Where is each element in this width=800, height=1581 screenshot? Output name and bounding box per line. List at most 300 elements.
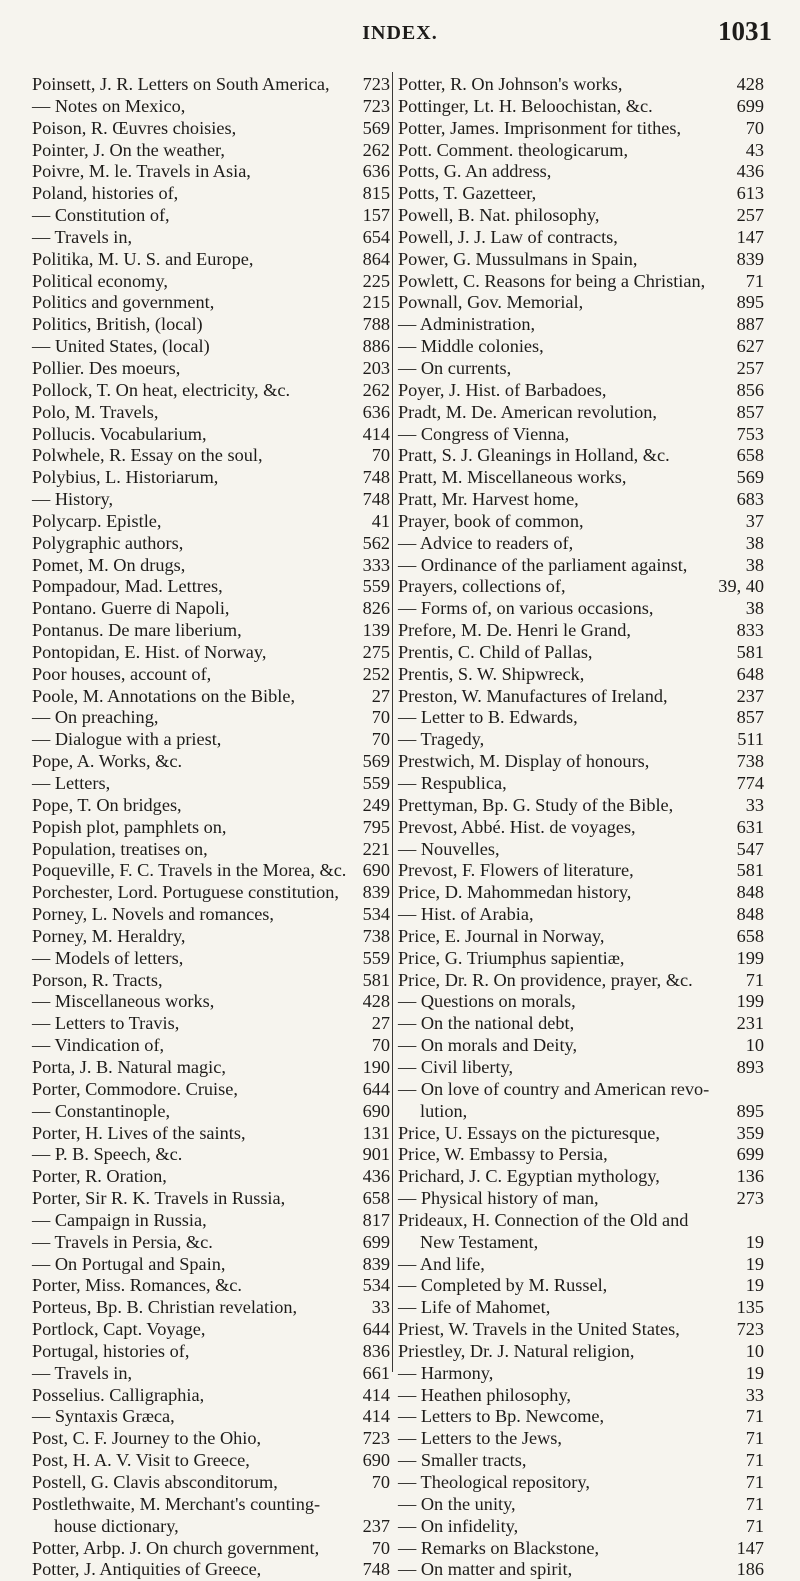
entry-text: Prefore, M. De. Henri le Grand, — [398, 620, 632, 641]
entry-page-ref: 71 — [745, 1406, 764, 1427]
entry-text: — On preaching, — [32, 707, 159, 728]
entry-text: Pradt, M. De. American revolution, — [398, 401, 657, 422]
index-entry — [398, 1472, 764, 1494]
entry-page-ref: 559 — [362, 576, 390, 597]
entry-text: Porter, Sir R. K. Travels in Russia, — [32, 1188, 286, 1209]
entry-text: — Ordinance of the parliament against, — [398, 554, 688, 575]
entry-page-ref: 723 — [736, 1319, 764, 1340]
index-entry — [32, 642, 390, 664]
entry-page-ref: 70 — [745, 117, 764, 138]
entry-text: — Constantinople, — [32, 1100, 171, 1121]
index-entry — [398, 642, 764, 664]
running-head-title: INDEX. — [362, 22, 438, 44]
entry-page-ref: 71 — [745, 1515, 764, 1536]
entry-page-ref: 836 — [362, 1340, 390, 1361]
entry-page-ref: 19 — [745, 1362, 764, 1383]
entry-text: Potter, J. Antiquities of Greece, — [32, 1559, 262, 1580]
entry-text: Posselius. Calligraphia, — [32, 1384, 205, 1405]
entry-text: Pontanus. De mare liberium, — [32, 620, 242, 641]
index-entry — [398, 1254, 764, 1276]
entry-text: Pontano. Guerre di Napoli, — [32, 598, 230, 619]
index-entry — [398, 1210, 764, 1232]
entry-page-ref: 569 — [362, 117, 390, 138]
entry-page-ref: 38 — [745, 532, 764, 553]
entry-text: Prayers, collections of, — [398, 576, 566, 597]
entry-page-ref: 658 — [362, 1188, 390, 1209]
entry-page-ref: 199 — [736, 947, 764, 968]
entry-text: Price, E. Journal in Norway, — [398, 925, 605, 946]
index-entry — [32, 380, 390, 402]
entry-page-ref: 658 — [736, 445, 764, 466]
index-entry — [32, 1188, 390, 1210]
entry-text: Priest, W. Travels in the United States, — [398, 1319, 680, 1340]
index-entry — [32, 489, 390, 511]
entry-page-ref: 893 — [736, 1056, 764, 1077]
index-entry — [398, 620, 764, 642]
entry-page-ref: 27 — [371, 685, 390, 706]
entry-text: — Life of Mahomet, — [398, 1297, 551, 1318]
index-entry — [32, 1363, 390, 1385]
entry-text: Poland, histories of, — [32, 183, 179, 204]
index-entry — [32, 991, 390, 1013]
index-entry — [32, 860, 390, 882]
index-entry — [398, 511, 764, 533]
entry-page-ref: 723 — [362, 1428, 390, 1449]
index-entry — [32, 751, 390, 773]
index-entry — [32, 555, 390, 577]
entry-text: — Theological repository, — [398, 1472, 590, 1492]
index-entry — [32, 576, 390, 598]
entry-text: — Civil liberty, — [398, 1056, 514, 1077]
entry-page-ref: 748 — [362, 467, 390, 488]
entry-page-ref: 748 — [362, 489, 390, 510]
entry-page-ref: 636 — [362, 401, 390, 422]
entry-page-ref: 559 — [362, 947, 390, 968]
entry-page-ref: 833 — [736, 620, 764, 641]
entry-page-ref: 33 — [371, 1297, 390, 1318]
entry-page-ref: 895 — [736, 292, 764, 313]
index-entry — [32, 1057, 390, 1079]
entry-text: Pointer, J. On the weather, — [32, 139, 225, 160]
entry-text: Poqueville, F. C. Travels in the Morea, &c. — [32, 860, 347, 881]
index-entry — [398, 1385, 764, 1407]
entry-page-ref: 41 — [371, 510, 390, 531]
entry-text: Portugal, histories of, — [32, 1340, 190, 1361]
index-entry — [32, 1166, 390, 1188]
index-entry — [32, 424, 390, 446]
index-entry — [32, 96, 390, 118]
entry-text: Prettyman, Bp. G. Study of the Bible, — [398, 794, 674, 815]
entry-page-ref: 690 — [362, 1100, 390, 1121]
index-entry — [32, 1559, 390, 1581]
entry-page-ref: 359 — [736, 1122, 764, 1143]
entry-page-ref: 71 — [745, 1493, 764, 1514]
index-entry — [398, 1319, 764, 1341]
entry-page-ref: 857 — [736, 707, 764, 728]
index-entry — [32, 205, 390, 227]
index-entry — [32, 1450, 390, 1472]
index-entry — [32, 1232, 390, 1254]
index-entry — [32, 314, 390, 336]
entry-text: Popish plot, pamphlets on, — [32, 816, 227, 837]
entry-text: — Campaign in Russia, — [32, 1209, 207, 1230]
entry-text: Post, C. F. Journey to the Ohio, — [32, 1428, 262, 1449]
entry-text: Price, U. Essays on the picturesque, — [398, 1122, 660, 1143]
index-entry — [398, 1297, 764, 1319]
entry-text: Poivre, M. le. Travels in Asia, — [32, 161, 251, 182]
entry-text: lution, — [420, 1100, 468, 1121]
entry-page-ref: 886 — [362, 336, 390, 357]
entry-page-ref: 231 — [736, 1013, 764, 1034]
index-entry — [398, 74, 764, 96]
entry-page-ref: 221 — [362, 838, 390, 859]
entry-text: Potter, R. On Johnson's works, — [398, 74, 623, 94]
entry-page-ref: 631 — [736, 816, 764, 837]
index-entry — [398, 336, 764, 358]
entry-page-ref: 690 — [362, 1450, 390, 1471]
index-entry — [398, 533, 764, 555]
index-entry — [32, 773, 390, 795]
entry-page-ref: 581 — [362, 969, 390, 990]
entry-text: Pottinger, Lt. H. Beloochistan, &c. — [398, 95, 653, 116]
entry-text: — On matter and spirit, — [398, 1559, 573, 1580]
index-entry — [398, 1406, 764, 1428]
index-entry — [32, 74, 390, 96]
entry-page-ref: 70 — [371, 445, 390, 466]
index-entry — [398, 1035, 764, 1057]
index-entry — [32, 1079, 390, 1101]
entry-text: Population, treatises on, — [32, 838, 208, 859]
entry-page-ref: 795 — [362, 816, 390, 837]
index-entry — [398, 292, 764, 314]
entry-page-ref: 428 — [736, 74, 764, 94]
entry-text: Poor houses, account of, — [32, 663, 212, 684]
index-entry — [398, 729, 764, 751]
index-entry — [32, 620, 390, 642]
entry-page-ref: 237 — [362, 1515, 390, 1536]
index-entry — [398, 751, 764, 773]
entry-page-ref: 237 — [736, 685, 764, 706]
entry-text: — Vindication of, — [32, 1035, 165, 1056]
index-entry — [398, 860, 764, 882]
index-entry — [32, 249, 390, 271]
entry-page-ref: 856 — [736, 379, 764, 400]
index-entry — [32, 1254, 390, 1276]
entry-text: — Travels in, — [32, 226, 133, 247]
entry-page-ref: 627 — [736, 336, 764, 357]
index-entry — [398, 1123, 764, 1145]
entry-page-ref: 71 — [745, 969, 764, 990]
entry-page-ref: 71 — [745, 1472, 764, 1492]
entry-page-ref: 19 — [745, 1253, 764, 1274]
index-entry — [398, 707, 764, 729]
entry-text: Politics and government, — [32, 292, 215, 313]
index-entry — [398, 576, 764, 598]
entry-page-ref: 511 — [737, 729, 764, 750]
entry-page-ref: 33 — [745, 1384, 764, 1405]
index-entry — [398, 161, 764, 183]
index-column-left — [32, 74, 390, 1581]
entry-page-ref: 157 — [362, 205, 390, 226]
index-entry — [32, 140, 390, 162]
entry-text: Poinsett, J. R. Letters on South America, — [32, 74, 330, 94]
index-column-right — [398, 74, 764, 1581]
entry-text: — And life, — [398, 1253, 485, 1274]
entry-text: — On the national debt, — [398, 1013, 575, 1034]
entry-text: Pratt, S. J. Gleanings in Holland, &c. — [398, 445, 670, 466]
index-entry — [398, 118, 764, 140]
entry-page-ref: 683 — [736, 489, 764, 510]
entry-text: — United States, (local) — [32, 336, 210, 357]
index-entry — [32, 358, 390, 380]
entry-page-ref: 562 — [362, 532, 390, 553]
entry-page-ref: 257 — [736, 357, 764, 378]
entry-page-ref: 534 — [362, 1275, 390, 1296]
entry-text: Poison, R. Œuvres choisies, — [32, 117, 237, 138]
entry-text: — History, — [32, 489, 114, 510]
index-entry — [32, 118, 390, 140]
index-entry — [32, 686, 390, 708]
index-entry — [32, 1538, 390, 1560]
entry-text: — Hist. of Arabia, — [398, 904, 534, 925]
entry-page-ref: 249 — [362, 794, 390, 815]
index-entry — [32, 795, 390, 817]
entry-text: — Miscellaneous works, — [32, 991, 215, 1012]
entry-page-ref: 559 — [362, 773, 390, 793]
entry-text: Porchester, Lord. Portuguese constitution, — [32, 882, 339, 903]
entry-text: — Syntaxis Græca, — [32, 1406, 175, 1427]
entry-page-ref: 569 — [362, 751, 390, 772]
entry-text: — Remarks on Blackstone, — [398, 1537, 600, 1558]
entry-text: Prayer, book of common, — [398, 510, 584, 531]
entry-page-ref: 70 — [371, 729, 390, 750]
index-entry — [32, 1035, 390, 1057]
entry-page-ref: 262 — [362, 379, 390, 400]
entry-text: Postell, G. Clavis absconditorum, — [32, 1472, 278, 1492]
index-entry — [398, 555, 764, 577]
index-entry — [32, 882, 390, 904]
entry-text: Polybius, L. Historiarum, — [32, 467, 219, 488]
entry-text: — On Portugal and Spain, — [32, 1253, 226, 1274]
entry-page-ref: 839 — [362, 1253, 390, 1274]
index-entry — [398, 205, 764, 227]
index-entry — [32, 1275, 390, 1297]
index-entry — [398, 1494, 764, 1516]
entry-page-ref: 839 — [736, 248, 764, 269]
entry-text: — Travels in, — [32, 1362, 133, 1383]
entry-text: — Letters to the Jews, — [398, 1428, 562, 1449]
entry-page-ref: 848 — [736, 904, 764, 925]
entry-page-ref: 815 — [362, 183, 390, 204]
entry-page-ref: 547 — [736, 838, 764, 859]
entry-page-ref: 199 — [736, 991, 764, 1012]
entry-text: — On morals and Deity, — [398, 1035, 578, 1056]
index-entry — [32, 271, 390, 293]
entry-text: Poole, M. Annotations on the Bible, — [32, 685, 296, 706]
entry-text: Potts, G. An address, — [398, 161, 552, 182]
index-entry — [398, 817, 764, 839]
entry-text: — P. B. Speech, &c. — [32, 1144, 183, 1165]
index-entry — [32, 445, 390, 467]
index-entry — [32, 1472, 390, 1494]
index-entry — [32, 598, 390, 620]
index-entry — [398, 991, 764, 1013]
entry-text: Pompadour, Mad. Lettres, — [32, 576, 223, 597]
index-entry — [398, 96, 764, 118]
entry-text: Pott. Comment. theologicarum, — [398, 139, 629, 160]
entry-text: Prentis, C. Child of Pallas, — [398, 641, 593, 662]
index-entry — [398, 445, 764, 467]
index-entry — [398, 795, 764, 817]
index-entry — [32, 817, 390, 839]
entry-text: — Letters to Travis, — [32, 1013, 180, 1034]
index-entry — [398, 1079, 764, 1101]
index-entry — [398, 882, 764, 904]
index-entry — [398, 1057, 764, 1079]
entry-page-ref: 887 — [736, 314, 764, 335]
entry-text: Polycarp. Epistle, — [32, 510, 162, 531]
entry-text: Prestwich, M. Display of honours, — [398, 751, 650, 772]
entry-text: — Letters, — [32, 773, 111, 793]
entry-page-ref: 70 — [371, 1537, 390, 1558]
entry-text: Powell, B. Nat. philosophy, — [398, 205, 600, 226]
entry-text: Pope, T. On bridges, — [32, 794, 182, 815]
entry-page-ref: 215 — [362, 292, 390, 313]
page-number: 1031 — [718, 16, 772, 46]
index-entry — [398, 970, 764, 992]
entry-text: Politics, British, (local) — [32, 314, 203, 335]
entry-page-ref: 428 — [362, 991, 390, 1012]
index-entry — [32, 1297, 390, 1319]
index-entry — [398, 1341, 764, 1363]
index-entry — [398, 1428, 764, 1450]
entry-text: — Congress of Vienna, — [398, 423, 570, 444]
entry-text: — Dialogue with a priest, — [32, 729, 222, 750]
index-entry — [398, 686, 764, 708]
entry-text: — Forms of, on various occasions, — [398, 598, 654, 619]
entry-text: Pollier. Des moeurs, — [32, 357, 181, 378]
entry-text: Pratt, M. Miscellaneous works, — [398, 467, 627, 488]
entry-page-ref: 43 — [745, 139, 764, 160]
entry-page-ref: 569 — [736, 467, 764, 488]
entry-page-ref: 658 — [736, 925, 764, 946]
index-entry — [398, 1450, 764, 1472]
entry-page-ref: 690 — [362, 860, 390, 881]
entry-page-ref: 848 — [736, 882, 764, 903]
entry-text: Porter, Miss. Romances, &c. — [32, 1275, 242, 1296]
index-entry — [398, 271, 764, 293]
entry-page-ref: 70 — [371, 1035, 390, 1056]
entry-page-ref: 699 — [736, 1144, 764, 1165]
index-entry — [32, 1101, 390, 1123]
entry-page-ref: 581 — [736, 860, 764, 881]
entry-text: Price, W. Embassy to Persia, — [398, 1144, 608, 1165]
entry-text: Power, G. Mussulmans in Spain, — [398, 248, 638, 269]
entry-page-ref: 774 — [736, 773, 764, 793]
entry-text: Porney, L. Novels and romances, — [32, 904, 274, 925]
entry-text: — Harmony, — [398, 1362, 494, 1383]
index-entry — [32, 707, 390, 729]
index-entry — [398, 948, 764, 970]
entry-page-ref: 648 — [736, 663, 764, 684]
entry-text: — Letters to Bp. Newcome, — [398, 1406, 605, 1427]
entry-text: Portlock, Capt. Voyage, — [32, 1319, 206, 1340]
entry-page-ref: 436 — [362, 1166, 390, 1187]
index-entry — [398, 1013, 764, 1035]
index-entry — [398, 1516, 764, 1538]
column-divider — [392, 72, 393, 1372]
entry-page-ref: 534 — [362, 904, 390, 925]
entry-page-ref: 414 — [362, 1406, 390, 1427]
entry-page-ref: 37 — [745, 510, 764, 531]
entry-text: Pownall, Gov. Memorial, — [398, 292, 584, 313]
entry-text: — Administration, — [398, 314, 536, 335]
entry-text: Post, H. A. V. Visit to Greece, — [32, 1450, 250, 1471]
index-entry — [398, 839, 764, 861]
entry-text: Powlett, C. Reasons for being a Christian, — [398, 270, 706, 291]
index-entry — [32, 839, 390, 861]
entry-page-ref: 895 — [736, 1100, 764, 1121]
index-entry — [32, 1428, 390, 1450]
index-entry — [32, 183, 390, 205]
entry-page-ref: 19 — [745, 1231, 764, 1252]
entry-text: Prichard, J. C. Egyptian mythology, — [398, 1166, 660, 1187]
entry-text: — On currents, — [398, 357, 512, 378]
entry-page-ref: 257 — [736, 205, 764, 226]
entry-page-ref: 748 — [362, 1559, 390, 1580]
entry-text: Priestley, Dr. J. Natural religion, — [398, 1340, 635, 1361]
entry-page-ref: 839 — [362, 882, 390, 903]
entry-text: — Completed by M. Russel, — [398, 1275, 608, 1296]
entry-page-ref: 190 — [362, 1056, 390, 1077]
entry-page-ref: 864 — [362, 248, 390, 269]
index-entry — [32, 1144, 390, 1166]
entry-page-ref: 252 — [362, 663, 390, 684]
entry-text: Price, G. Triumphus sapientiæ, — [398, 947, 625, 968]
entry-page-ref: 414 — [362, 1384, 390, 1405]
entry-text: house dictionary, — [54, 1515, 179, 1536]
entry-page-ref: 901 — [362, 1144, 390, 1165]
entry-page-ref: 723 — [362, 74, 390, 94]
entry-text: Potter, James. Imprisonment for tithes, — [398, 117, 682, 138]
entry-page-ref: 857 — [736, 401, 764, 422]
index-entry — [32, 729, 390, 751]
entry-text: Porter, H. Lives of the saints, — [32, 1122, 246, 1143]
entry-text: Pope, A. Works, &c. — [32, 751, 183, 772]
entry-text: Prevost, Abbé. Hist. de voyages, — [398, 816, 636, 837]
index-entry — [32, 292, 390, 314]
entry-text: Preston, W. Manufactures of Ireland, — [398, 685, 668, 706]
index-entry — [398, 1166, 764, 1188]
entry-text: — On infidelity, — [398, 1515, 519, 1536]
index-entry — [32, 1319, 390, 1341]
index-entry — [32, 511, 390, 533]
entry-page-ref: 71 — [745, 1428, 764, 1449]
entry-text: Polo, M. Travels, — [32, 401, 159, 422]
entry-page-ref: 38 — [745, 598, 764, 619]
entry-text: Porson, R. Tracts, — [32, 969, 163, 990]
entry-page-ref: 654 — [362, 226, 390, 247]
index-entry — [32, 1406, 390, 1428]
index-entry — [398, 1559, 764, 1581]
index-entry — [398, 380, 764, 402]
index-entry — [32, 970, 390, 992]
entry-page-ref: 275 — [362, 641, 390, 662]
entry-page-ref: 19 — [745, 1275, 764, 1296]
entry-page-ref: 10 — [745, 1340, 764, 1361]
entry-page-ref: 753 — [736, 423, 764, 444]
entry-text: Price, D. Mahommedan history, — [398, 882, 632, 903]
